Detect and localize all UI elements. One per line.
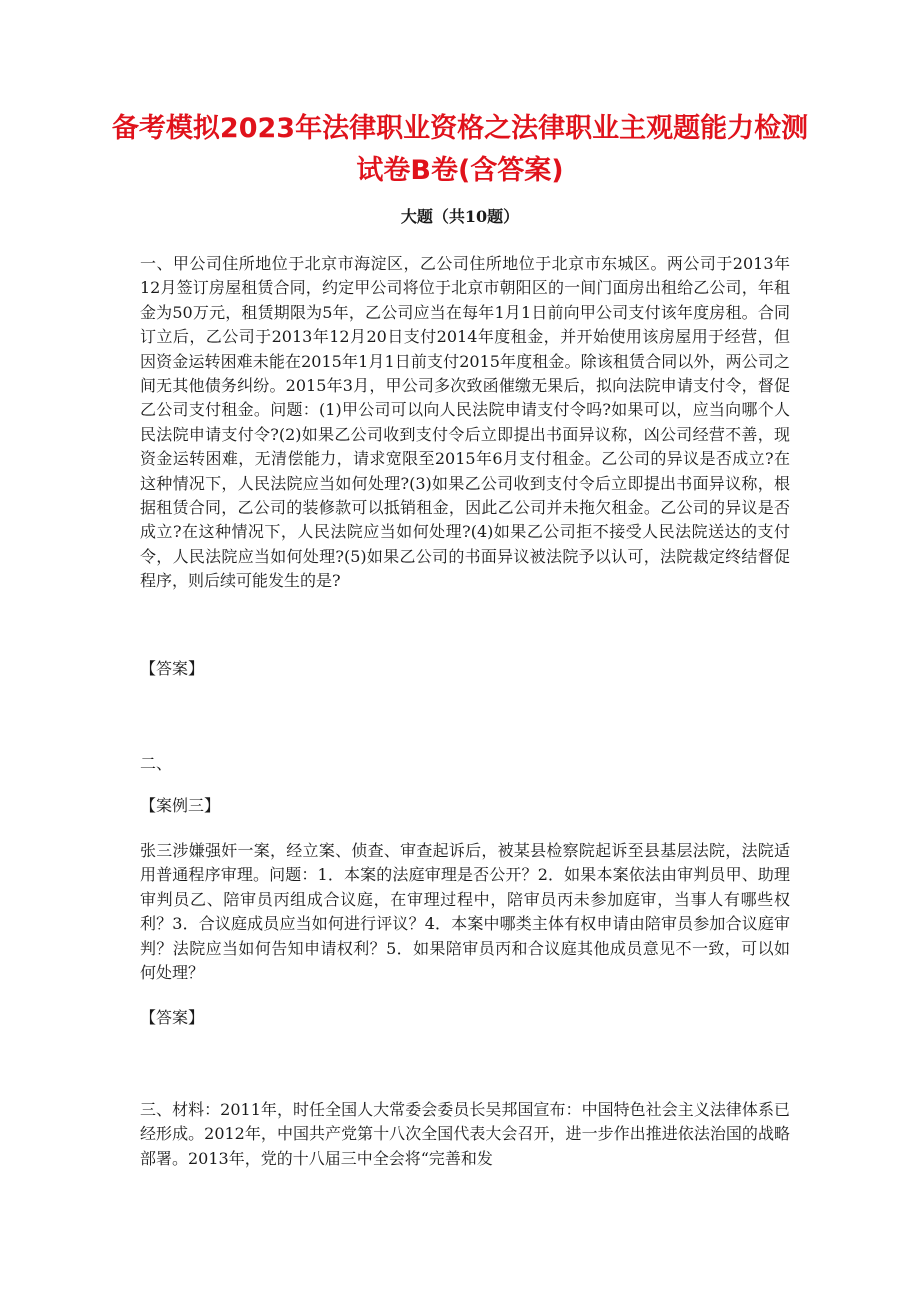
question-2-number: 二、 (140, 754, 173, 773)
document-title: 备考模拟2023年法律职业资格之法律职业主观题能力检测试卷B卷(含答案) (111, 113, 809, 186)
question-3-text: 三、材料：2011年，时任全国人大常委会委员长吴邦国宣布：中国特色社会主义法律体系已经形成。2012年，中国共产党第十八次全国代表大会召开，进一步作出推进依法治国的战略部署。2013年，党的十八届三中全会将“完善和发 (140, 1100, 790, 1168)
question-2-answer-label: 【答案】 (140, 1008, 205, 1027)
question-2-case-label: 【案例三】 (140, 796, 221, 815)
question-2-text: 张三涉嫌强奸一案，经立案、侦查、审查起诉后，被某县检察院起诉至县基层法院，法院适用普通程序审理。问题：1．本案的法庭审理是否公开？2．如果本案依法由审判员甲、助理审判员乙、陪审员丙组成合议庭，在审理过程中，陪审员丙未参加庭审，当事人有哪些权利？3．合议庭成员应当如何进行评议？4．本案中哪类主体有权申请由陪审员参加合议庭审判？法院应当如何告知申请权利？5．如果陪审员丙和合议庭其他成员意见不一致，可以如何处理？ (140, 841, 790, 983)
question-1-answer-label: 【答案】 (140, 659, 205, 678)
section-heading: 大题（共10题） (400, 207, 520, 226)
question-1-text: 一、甲公司住所地位于北京市海淀区，乙公司住所地位于北京市东城区。两公司于2013年12月签订房屋租赁合同，约定甲公司将位于北京市朝阳区的一间门面房出租给乙公司，年租金为50万元，租赁期限为5年，乙公司应当在每年1月1日前向甲公司支付该年度房租。合同订立后，乙公司于2013年12月20日支付2014年度租金，并开始使用该房屋用于经营，但因资金运转困难未能在2015年1月1日前支付2015年度租金。除该租赁合同以外，两公司之间无其他债务纠纷。2015年3月，甲公司多次致函催缴无果后，拟向法院申请支付令，督促乙公司支付租金。问题：(1)甲公司可以向人民法院申请支付令吗?如果可以，应当向哪个人民法院申请支付令?(2)如果乙公司收到支付令后立即提出书面异议称，凶公司经营不善，现资金运转困难，无清偿能力，请求宽限至2015年6月支付租金。乙公司的异议是否成立?在这种情况下，人民法院应当如何处理?(3)如果乙公司收到支付令后立即提出书面异议称，根据租赁合同，乙公司的装修款可以抵销租金，因此乙公司并未拖欠租金。乙公司的异议是否成立?在这种情况下，人民法院应当如何处理?(4)如果乙公司拒不接受人民法院送达的支付令，人民法院应当如何处理?(5)如果乙公司的书面异议被法院予以认可，法院裁定终结督促程序，则后续可能发生的是? (140, 254, 790, 591)
